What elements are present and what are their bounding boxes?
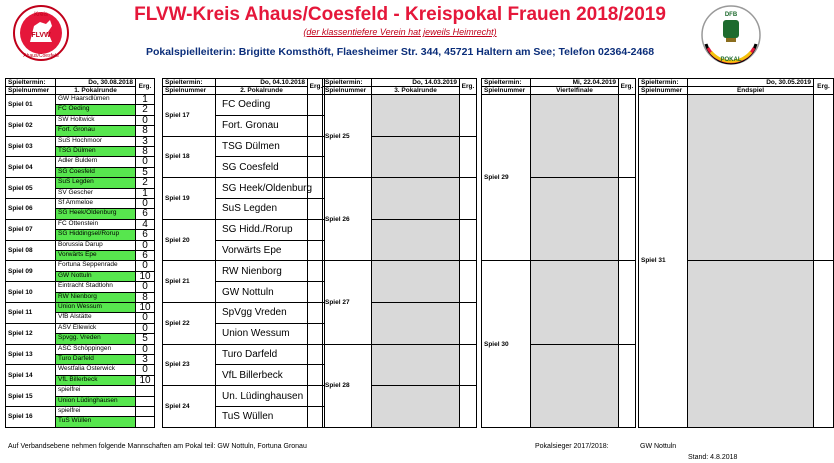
game-label: Spiel 10 xyxy=(5,281,56,303)
round-name: 1. Pokalrunde xyxy=(55,86,136,95)
team-away xyxy=(371,385,460,428)
team-away: Fort. Gronau xyxy=(215,115,308,137)
team-away xyxy=(371,219,460,262)
score-away: 6 xyxy=(135,229,155,240)
team-home: Westfalia Osterwick xyxy=(55,364,136,375)
game-label: Spiel 04 xyxy=(5,156,56,178)
team-home: Adler Buldern xyxy=(55,156,136,167)
game-label: Spiel 13 xyxy=(5,344,56,366)
team-home: GW Haarsdlümen xyxy=(55,94,136,105)
game-label: Spiel 29 xyxy=(481,94,531,261)
game-label: Spiel 18 xyxy=(162,136,216,179)
footer-winner-value: GW Nottuln xyxy=(640,443,677,450)
dfb-pokal-logo xyxy=(700,4,762,66)
team-home: SW Holtwick xyxy=(55,115,136,126)
score-home: 0 xyxy=(135,240,155,251)
game-label: Spiel 31 xyxy=(638,94,688,428)
logo-right-bottom: POKAL xyxy=(720,57,742,63)
team-home: spielfrei xyxy=(55,406,136,417)
game-label: Spiel 11 xyxy=(5,302,56,324)
score-away: 10 xyxy=(135,375,155,386)
erg-header: Erg. xyxy=(618,78,636,95)
score-home: 0 xyxy=(135,364,155,375)
score-home xyxy=(459,177,477,220)
team-away: SG Hiddingsel/Rorup xyxy=(55,229,136,240)
spielnummer-label: Spielnummer xyxy=(638,86,688,95)
score-home: 0 xyxy=(135,260,155,271)
team-away: TuS Wüllen xyxy=(55,416,136,427)
score-away: 6 xyxy=(135,208,155,219)
team-away xyxy=(530,177,619,261)
game-label: Spiel 25 xyxy=(322,94,372,178)
team-away: Spvgg. Vreden xyxy=(55,333,136,344)
game-label: Spiel 16 xyxy=(5,406,56,428)
game-label: Spiel 08 xyxy=(5,240,56,262)
team-home: Eintracht Stadtlohn xyxy=(55,281,136,292)
team-home: Turo Darfeld xyxy=(215,344,308,366)
score-home: 0 xyxy=(135,344,155,355)
score-away: 5 xyxy=(135,167,155,178)
game-label: Spiel 23 xyxy=(162,344,216,387)
team-home: ASC Schöppingen xyxy=(55,344,136,355)
spieltermin-label: Spieltermin: xyxy=(162,78,216,87)
team-away: Vorwärts Epe xyxy=(55,250,136,261)
team-away: GW Nottuln xyxy=(215,281,308,303)
team-away: VfL Billerbeck xyxy=(215,364,308,386)
team-home: SG Hidd./Rorup xyxy=(215,219,308,241)
erg-header: Erg. xyxy=(459,78,477,95)
pokalspielleiterin: Pokalspielleiterin: Brigitte Komsthöft, Flaesheimer Str. 344, 45721 Haltern am See; Telefon 02364-2468 xyxy=(145,46,655,58)
score-away xyxy=(618,344,636,428)
game-label: Spiel 12 xyxy=(5,323,56,345)
round-date: Do, 30.05.2019 xyxy=(687,78,814,87)
team-home: Borussia Darup xyxy=(55,240,136,251)
score-home xyxy=(459,344,477,387)
game-label: Spiel 26 xyxy=(322,177,372,261)
spielnummer-label: Spielnummer xyxy=(162,86,216,95)
spieltermin-label: Spieltermin: xyxy=(481,78,531,87)
spielnummer-label: Spielnummer xyxy=(322,86,372,95)
erg-header: Erg. xyxy=(307,78,325,95)
game-label: Spiel 27 xyxy=(322,260,372,344)
page-title: FLVW-Kreis Ahaus/Coesfeld - Kreispokal Frauen 2018/2019 xyxy=(134,4,666,25)
team-away: TSG Dülmen xyxy=(55,146,136,157)
team-home: SG Heek/Oldenburg xyxy=(215,177,308,199)
team-home: TSG Dülmen xyxy=(215,136,308,158)
team-home: Un. Lüdinghausen xyxy=(215,385,308,407)
team-home xyxy=(371,344,460,387)
spieltermin-label: Spieltermin: xyxy=(322,78,372,87)
logo-left-middle: FLVW xyxy=(31,32,51,39)
game-label: Spiel 01 xyxy=(5,94,56,116)
score-home: 2 xyxy=(135,177,155,188)
score-home: 0 xyxy=(135,323,155,334)
score-away xyxy=(459,302,477,345)
round-date: Do, 30.08.2018 xyxy=(55,78,136,87)
score-home xyxy=(459,94,477,137)
round-date: Do, 14.03.2019 xyxy=(371,78,460,87)
round-name: Viertelfinale xyxy=(530,86,619,95)
team-away: RW Nienborg xyxy=(55,292,136,303)
score-home xyxy=(618,94,636,178)
round-date: Mi, 22.04.2019 xyxy=(530,78,619,87)
game-label: Spiel 14 xyxy=(5,364,56,386)
team-home: FC Oeding xyxy=(215,94,308,116)
game-label: Spiel 09 xyxy=(5,260,56,282)
score-away: 10 xyxy=(135,271,155,282)
score-home: 3 xyxy=(135,136,155,147)
score-home: 0 xyxy=(135,115,155,126)
score-away: 2 xyxy=(135,104,155,115)
spielnummer-label: Spielnummer xyxy=(481,86,531,95)
team-away: SuS Legden xyxy=(215,198,308,220)
erg-header: Erg. xyxy=(135,78,155,95)
team-home xyxy=(371,94,460,137)
erg-header: Erg. xyxy=(813,78,834,95)
round-name: 3. Pokalrunde xyxy=(371,86,460,95)
team-home: SpVgg Vreden xyxy=(215,302,308,324)
score-home: 0 xyxy=(135,281,155,292)
game-label: Spiel 07 xyxy=(5,219,56,241)
footer-note: Auf Verbandsebene nehmen folgende Mannschaften am Pokal teil: GW Nottuln, Fortuna Gronau xyxy=(8,443,307,450)
score-home: 10 xyxy=(135,302,155,313)
team-home: ASV Ellewick xyxy=(55,323,136,334)
score-away: 0 xyxy=(135,312,155,323)
game-label: Spiel 15 xyxy=(5,385,56,407)
team-home xyxy=(530,260,619,344)
team-home: RW Nienborg xyxy=(215,260,308,282)
score-away xyxy=(459,385,477,428)
team-away xyxy=(371,302,460,345)
spielnummer-label: Spielnummer xyxy=(5,86,56,95)
round-date: Do, 04.10.2018 xyxy=(215,78,308,87)
team-home: SuS Legden xyxy=(55,177,136,188)
team-away: GW Nottuln xyxy=(55,271,136,282)
score-away xyxy=(135,416,155,427)
score-away xyxy=(618,177,636,261)
logo-left-bottom: Ahaus/Coesfeld xyxy=(23,53,59,59)
team-home: Sf Ammeloe xyxy=(55,198,136,209)
team-home xyxy=(371,177,460,220)
score-away: 8 xyxy=(135,292,155,303)
team-home: Fortuna Seppenrade xyxy=(55,260,136,271)
spieltermin-label: Spieltermin: xyxy=(638,78,688,87)
team-away: Turo Darfeld xyxy=(55,354,136,365)
game-label: Spiel 24 xyxy=(162,385,216,428)
team-home: FC Ottenstein xyxy=(55,219,136,230)
score-home: 0 xyxy=(135,198,155,209)
game-label: Spiel 05 xyxy=(5,177,56,199)
round-name: Endspiel xyxy=(687,86,814,95)
team-away: VfL Billerbeck xyxy=(55,375,136,386)
flvw-logo xyxy=(12,4,70,62)
score-home: 1 xyxy=(135,94,155,105)
team-home: SuS Hochmoor xyxy=(55,136,136,147)
score-home: 0 xyxy=(135,156,155,167)
logo-right-top: DFB xyxy=(724,12,738,18)
team-away xyxy=(687,260,814,427)
spieltermin-label: Spieltermin: xyxy=(5,78,56,87)
team-home xyxy=(371,260,460,303)
team-home xyxy=(687,94,814,261)
game-label: Spiel 22 xyxy=(162,302,216,345)
team-away: TuS Wüllen xyxy=(215,406,308,428)
score-home xyxy=(459,260,477,303)
team-away: Union Lüdinghausen xyxy=(55,396,136,407)
team-home: Union Wessum xyxy=(55,302,136,313)
team-away: SV Gescher xyxy=(55,188,136,199)
team-away: SG Coesfeld xyxy=(215,156,308,178)
footer-winner-label: Pokalsieger 2017/2018: xyxy=(535,443,609,450)
game-label: Spiel 30 xyxy=(481,260,531,427)
team-away xyxy=(530,344,619,428)
score-away: 3 xyxy=(135,354,155,365)
team-away: Fort. Gronau xyxy=(55,125,136,136)
score-home: 4 xyxy=(135,219,155,230)
score-away: 8 xyxy=(135,146,155,157)
score-away: 8 xyxy=(135,125,155,136)
team-away: SG Heek/Oldenburg xyxy=(55,208,136,219)
team-away: FC Oeding xyxy=(55,104,136,115)
team-home xyxy=(530,94,619,178)
score-away xyxy=(813,260,834,427)
score-away xyxy=(459,136,477,179)
score-away: 5 xyxy=(135,333,155,344)
score-away: 6 xyxy=(135,250,155,261)
logo-left-top: Kreis xyxy=(34,12,48,18)
game-label: Spiel 17 xyxy=(162,94,216,137)
team-away: Union Wessum xyxy=(215,323,308,345)
game-label: Spiel 21 xyxy=(162,260,216,303)
game-label: Spiel 20 xyxy=(162,219,216,262)
game-label: Spiel 02 xyxy=(5,115,56,137)
team-away: SG Coesfeld xyxy=(55,167,136,178)
game-label: Spiel 19 xyxy=(162,177,216,220)
score-away xyxy=(459,219,477,262)
score-home xyxy=(813,94,834,261)
team-home: spielfrei xyxy=(55,385,136,396)
game-label: Spiel 06 xyxy=(5,198,56,220)
round-name: 2. Pokalrunde xyxy=(215,86,308,95)
team-away xyxy=(371,136,460,179)
game-label: Spiel 03 xyxy=(5,136,56,158)
team-away: Vorwärts Epe xyxy=(215,240,308,262)
subtitle: (der klassentiefere Verein hat jeweils Heimrecht) xyxy=(303,27,497,37)
score-away: 1 xyxy=(135,188,155,199)
score-home xyxy=(618,260,636,344)
team-away: VfB Alstätte xyxy=(55,312,136,323)
game-label: Spiel 28 xyxy=(322,344,372,428)
footer-stand: Stand: 4.8.2018 xyxy=(688,454,738,461)
